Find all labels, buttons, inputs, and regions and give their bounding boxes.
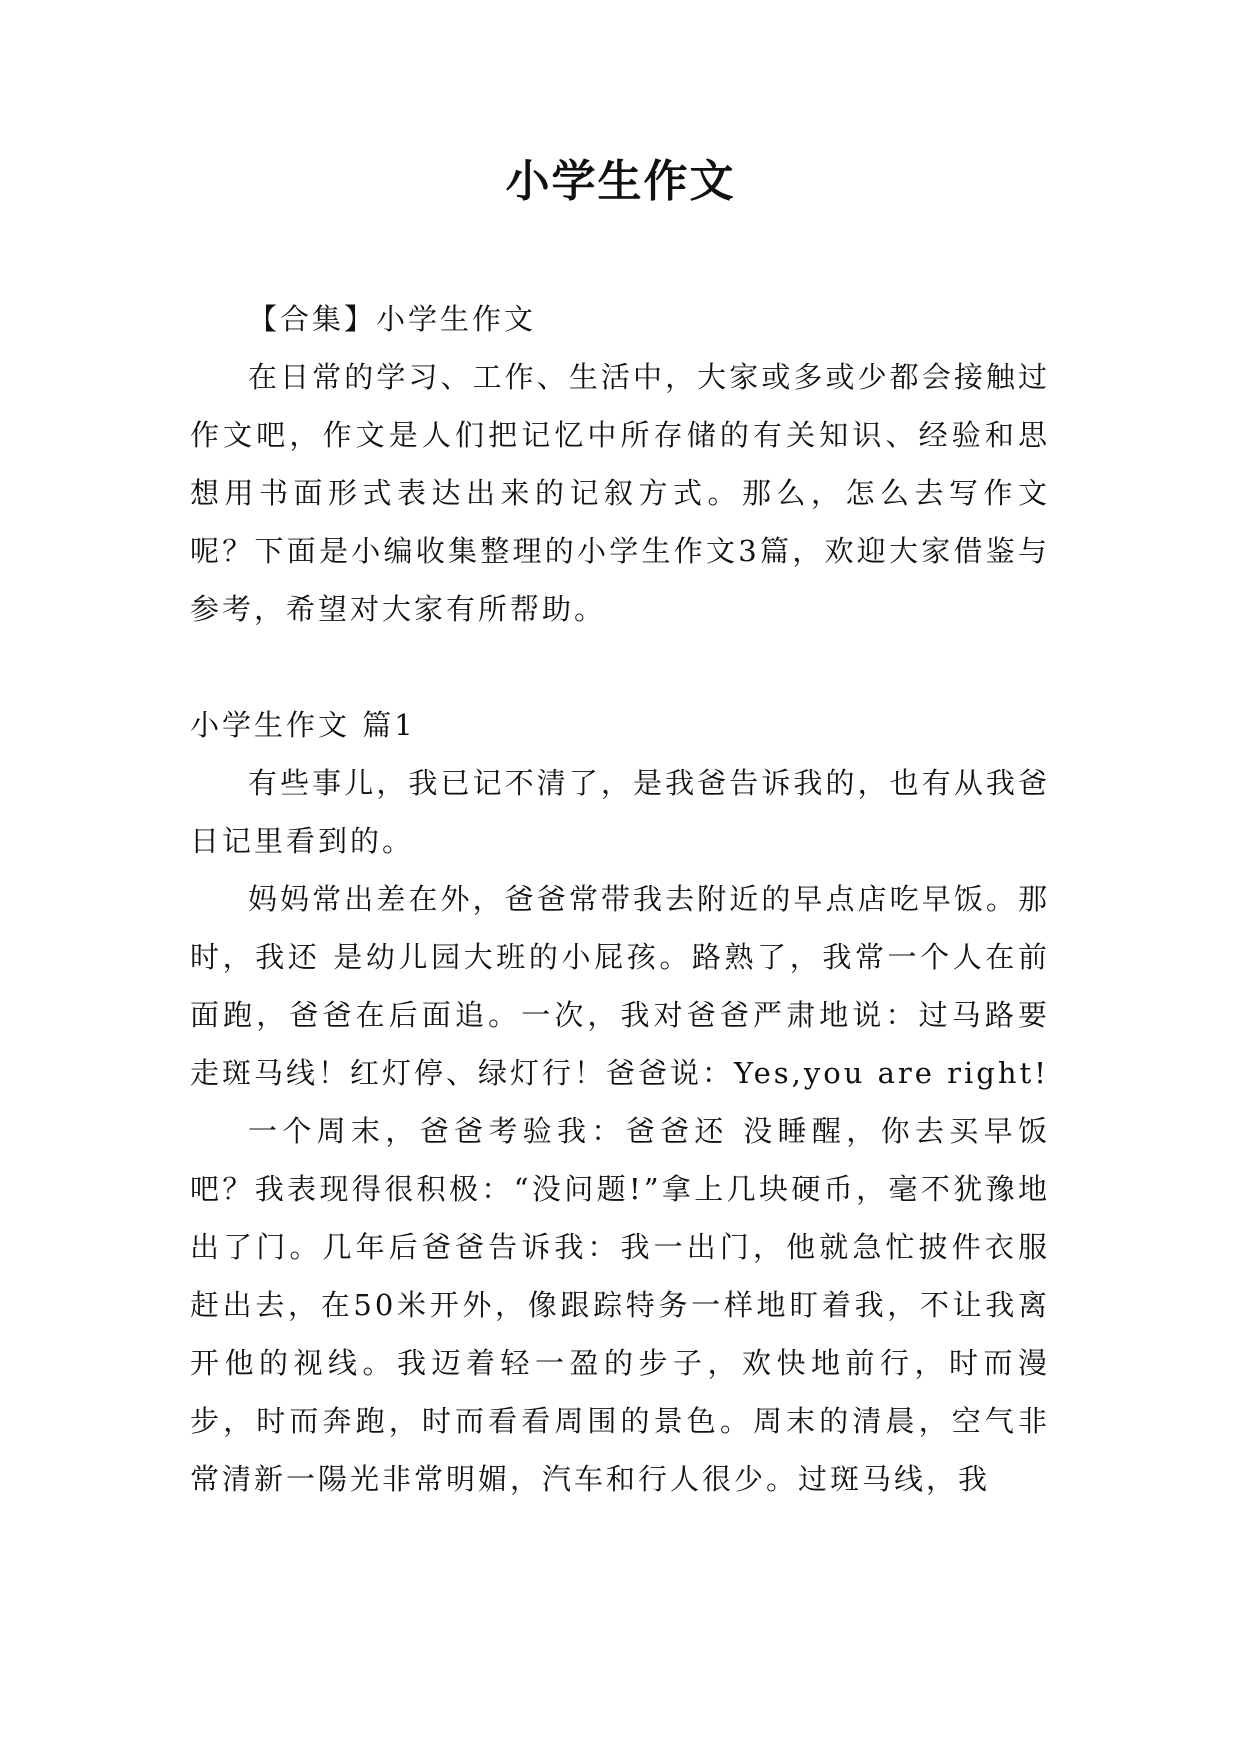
document-body [190, 290, 1050, 1508]
intro-heading: 【合集】小学生作文 [248, 302, 537, 336]
section-heading: 小学生作文 篇1 [190, 708, 416, 742]
section-paragraph-2: 妈妈常出差在外，爸爸常带我去附近的早点店吃早饭。那时，我还 是幼儿园大班的小屁孩。路熟了，我常一个人在前面跑，爸爸在后面追。一次，我对爸爸严肃地说：过马路要走斑马线！红灯停、绿灯行！爸爸说：Yes,you are right! [190, 882, 1050, 1090]
section-paragraph-3: 一个周末，爸爸考验我：爸爸还 没睡醒，你去买早饭吧？我表现得很积极：“没问题!”拿上几块硬币，毫不犹豫地出了门。几年后爸爸告诉我：我一出门，他就急忙披件衣服赶出去，在50米开外，像跟踪特务一样地盯着我，不让我离开他的视线。我迈着轻一盈的步子，欢快地前行，时而漫步，时而奔跑，时而看看周围的景色。周末的清晨，空气非常清新一陽光非常明媚，汽车和行人很少。过斑马线，我 [190, 1114, 1050, 1496]
document-title: 小学生作文 [505, 156, 736, 207]
section-paragraph-1: 有些事儿，我已记不清了，是我爸告诉我的，也有从我爸日记里看到的。 [190, 766, 1050, 858]
intro-paragraph: 在日常的学习、工作、生活中，大家或多或少都会接触过作文吧，作文是人们把记忆中所存储的有关知识、经验和思想用书面形式表达出来的记叙方式。那么，怎么去写作文呢？下面是小编收集整理的小学生作文3篇，欢迎大家借鉴与参考，希望对大家有所帮助。 [190, 360, 1050, 626]
section-spacer [190, 638, 1050, 696]
